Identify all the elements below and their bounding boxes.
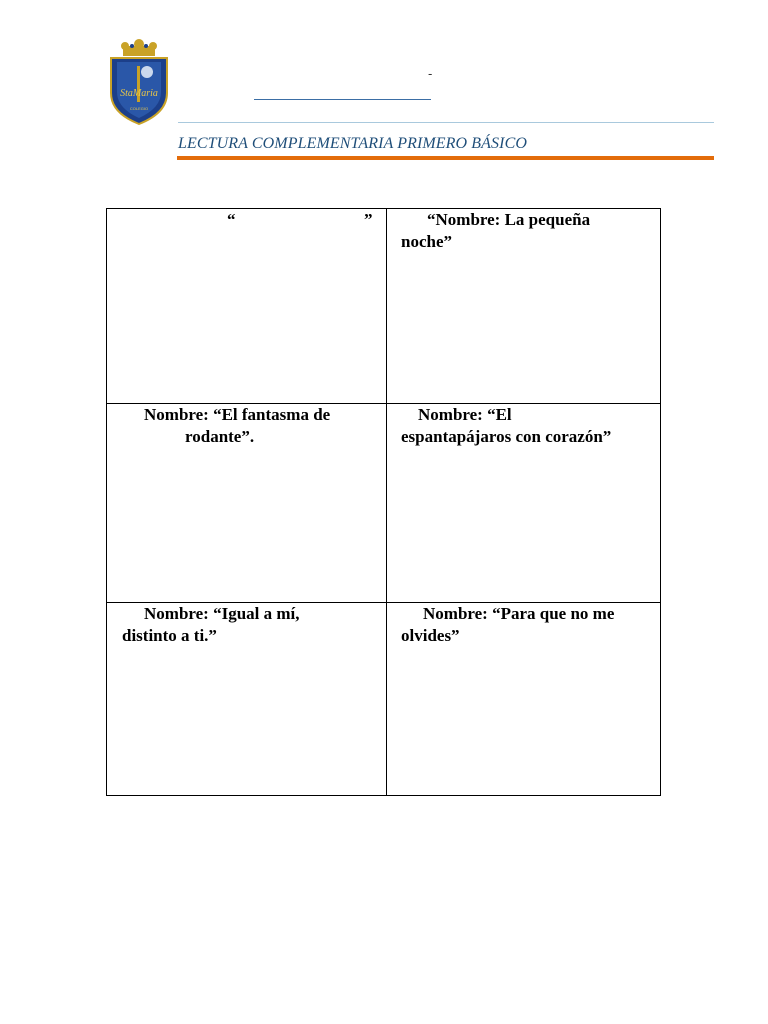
header-dash: - xyxy=(428,66,433,81)
header-name-line xyxy=(254,99,431,100)
svg-text:StaMaria: StaMaria xyxy=(120,88,158,99)
book-title-line2: distinto a ti.” xyxy=(122,626,217,645)
svg-text:COLEGIO: COLEGIO xyxy=(129,106,149,111)
book-title-line2: rodante”. xyxy=(185,427,255,446)
book-cell-2 xyxy=(387,209,660,404)
book-table xyxy=(106,208,661,796)
book-title-line1: Nombre: “Para que no me xyxy=(423,604,615,623)
header-divider xyxy=(178,122,714,123)
book-title-line1: “Nombre: La pequeña xyxy=(427,210,591,229)
book-title-line1: Nombre: “Igual a mí, xyxy=(144,604,300,623)
book-cell-3 xyxy=(107,404,387,603)
header-accent-bar xyxy=(177,156,714,160)
book-title-line1: Nombre: “El xyxy=(418,405,512,424)
book-title-line2: espantapájaros con corazón” xyxy=(401,427,612,446)
book-cell-5 xyxy=(107,603,387,795)
open-quote: “ xyxy=(227,210,236,229)
book-title-line2: olvides” xyxy=(401,626,460,645)
book-cell-6 xyxy=(387,603,660,795)
close-quote: ” xyxy=(364,210,373,229)
crown-icon xyxy=(121,39,157,56)
page-title: LECTURA COMPLEMENTARIA PRIMERO BÁSICO xyxy=(178,135,528,152)
school-crest-logo xyxy=(107,38,171,128)
book-title-line2: noche” xyxy=(401,232,452,251)
book-title-line1: Nombre: “El fantasma de xyxy=(144,405,331,424)
book-cell-4 xyxy=(387,404,660,603)
